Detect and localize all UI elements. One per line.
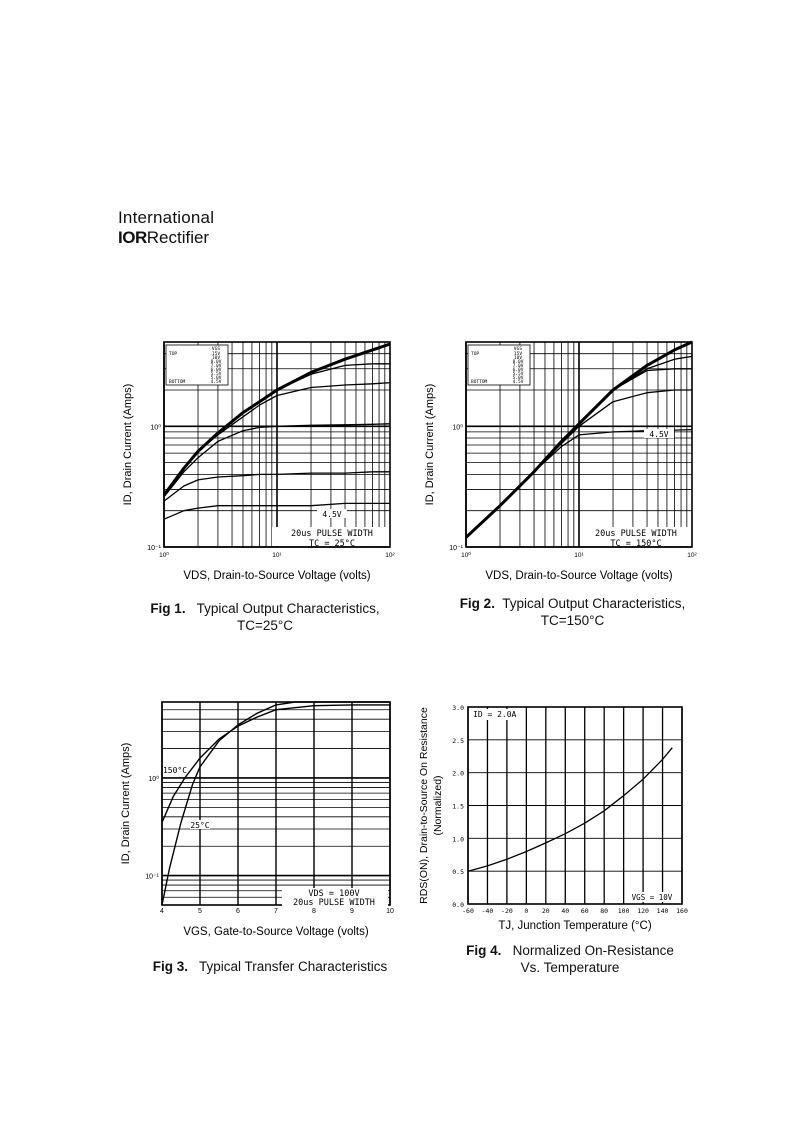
- fig4-caption: [455, 942, 685, 976]
- fig3-annotation: 20us PULSE WIDTH: [293, 898, 375, 908]
- fig4-x-tick-label: 20: [541, 907, 550, 915]
- fig3-x-tick-label: 9: [350, 908, 354, 915]
- fig1-caption: [140, 600, 390, 634]
- fig2-x-axis-label: VDS, Drain-to-Source Voltage (volts): [485, 570, 673, 582]
- fig1-caption-text: Typical Output Characteristics,: [196, 601, 380, 616]
- fig3-y-axis-label: ID, Drain Current (Amps): [120, 742, 132, 865]
- fig3-annotation: 25°C: [190, 821, 210, 830]
- fig1-x-tick-label: 10⁰: [159, 552, 169, 559]
- fig1-annotation: 4.5V: [322, 510, 342, 519]
- fig2-legend-entry: 6.0V: [512, 368, 524, 373]
- fig4-annotation: VGS = 10V: [631, 893, 673, 902]
- fig4-y-tick-label: 0.0: [452, 901, 464, 909]
- fig4-x-tick-label: -40: [481, 907, 494, 915]
- fig3-chart: [110, 690, 400, 950]
- fig4-y-tick-label: 3.0: [452, 704, 464, 712]
- fig3-annotation: VDS = 100V: [308, 889, 360, 899]
- fig1-legend-entry: 6.0V: [210, 368, 222, 373]
- fig1-x-axis-label: VDS, Drain-to-Source Voltage (volts): [183, 570, 371, 582]
- fig4-y-tick-label: 1.0: [452, 835, 464, 844]
- fig2-chart: [412, 330, 702, 590]
- fig3-caption: [140, 958, 400, 975]
- fig2-legend-entry: 15V: [513, 352, 523, 357]
- fig4-x-axis-label: TJ, Junction Temperature (°C): [498, 920, 652, 932]
- fig2-legend-bottom: BOTTOM: [471, 380, 488, 385]
- fig1-legend-entry: 15V: [211, 352, 221, 357]
- fig2-annotation: 4.5V: [649, 430, 669, 439]
- fig3-caption-text: Typical Transfer Characteristics: [198, 959, 388, 974]
- fig4-y-tick-label: 2.0: [452, 769, 464, 778]
- fig2-legend-entry: 8.0V: [512, 360, 524, 365]
- fig2-caption: [450, 595, 695, 629]
- fig1-x-tick-label: 10¹: [272, 552, 282, 559]
- fig2-legend-entry: 7.0V: [512, 364, 524, 369]
- fig4-y-axis-label: RDS(ON), Drain-to-Source On Resistance: [418, 707, 430, 904]
- fig1-annotation: 20us PULSE WIDTH: [291, 529, 373, 539]
- fig1-y-tick-label: 10⁻¹: [147, 545, 161, 552]
- fig3-x-tick-label: 7: [274, 908, 278, 915]
- fig1-legend-entry: 4.5V: [210, 380, 222, 385]
- brand-line1: International: [118, 208, 215, 227]
- fig1-annotation: TC = 25°C: [308, 539, 356, 549]
- fig2-annotation: 20us PULSE WIDTH: [595, 529, 677, 539]
- fig4-x-tick-label: -60: [462, 907, 474, 915]
- fig3-caption-label: Fig 3.: [152, 959, 188, 974]
- fig4-y-axis-label-unit: (Normalized): [432, 775, 444, 836]
- fig2-y-tick-label: 10⁻¹: [449, 545, 463, 552]
- fig3-y-tick-label: 10⁻¹: [145, 873, 159, 881]
- fig1-legend-top: TOP: [169, 352, 178, 357]
- fig4-y-tick-label: 2.5: [452, 736, 464, 745]
- fig2-x-tick-label: 10⁰: [461, 552, 471, 559]
- fig1-legend-title: VGS: [211, 347, 221, 352]
- fig1-legend-entry: 5.0V: [210, 376, 222, 381]
- fig1-legend-entry: 8.0V: [210, 360, 222, 365]
- fig4-x-tick-label: 0: [524, 907, 529, 915]
- fig3-x-tick-label: 10: [386, 908, 394, 915]
- fig4-chart: [408, 690, 698, 940]
- fig1-legend-entry: 7.0V: [210, 364, 222, 369]
- fig4-x-tick-label: 120: [637, 907, 649, 915]
- fig3-annotation: 150°C: [162, 766, 188, 775]
- fig4-x-tick-label: 60: [580, 907, 589, 915]
- fig2-legend-entry: 5.5V: [512, 372, 524, 377]
- fig3-y-tick-label: 10⁰: [148, 775, 159, 783]
- fig2-x-tick-label: 10²: [687, 552, 697, 559]
- fig1-legend-entry: 5.5V: [210, 372, 222, 377]
- fig3-x-tick-label: 6: [236, 908, 240, 915]
- fig4-caption-label: Fig 4.: [466, 943, 502, 958]
- fig2-caption-sub: TC=150°C: [540, 613, 605, 628]
- fig2-y-tick-label: 10⁰: [452, 424, 463, 432]
- fig2-legend-top: TOP: [471, 352, 480, 357]
- fig4-x-tick-label: 40: [561, 907, 570, 915]
- fig2-legend-title: VGS: [513, 347, 523, 352]
- fig1-legend-bottom: BOTTOM: [169, 380, 186, 385]
- fig2-legend-entry: 5.0V: [512, 376, 524, 381]
- fig4-y-tick-label: 1.5: [452, 802, 464, 811]
- fig1-caption-label: Fig 1.: [150, 601, 186, 616]
- fig4-x-tick-label: 140: [656, 907, 669, 915]
- fig4-caption-text: Normalized On-Resistance: [512, 943, 674, 958]
- fig2-x-tick-label: 10¹: [574, 552, 584, 559]
- fig3-x-tick-label: 5: [198, 908, 202, 915]
- fig2-legend-entry: 4.5V: [512, 380, 524, 385]
- fig4-y-tick-label: 0.5: [452, 868, 464, 877]
- brand-line2: Rectifier: [146, 228, 210, 247]
- fig2-caption-label: Fig 2.: [459, 596, 495, 611]
- fig4-caption-sub: Vs. Temperature: [520, 960, 620, 975]
- fig1-chart: [110, 330, 400, 590]
- fig4-annotation: ID = 2.0A: [473, 710, 517, 719]
- fig2-annotation: TC = 150°C: [610, 539, 662, 549]
- fig2-legend-entry: 10V: [513, 356, 523, 361]
- company-logo: [118, 208, 258, 248]
- fig1-x-tick-label: 10²: [385, 552, 395, 559]
- fig4-x-tick-label: 160: [676, 907, 688, 915]
- fig1-y-axis-label: ID, Drain Current (Amps): [122, 383, 134, 506]
- fig4-x-tick-label: 80: [600, 907, 609, 915]
- fig1-caption-sub: TC=25°C: [236, 618, 294, 633]
- fig4-x-tick-label: -20: [501, 907, 513, 915]
- brand-ior: IOR: [118, 228, 147, 247]
- fig4-x-tick-label: 100: [617, 907, 630, 915]
- fig3-x-tick-label: 4: [160, 908, 164, 915]
- fig3-x-axis-label: VGS, Gate-to-Source Voltage (volts): [183, 926, 369, 938]
- fig2-caption-text: Typical Output Characteristics,: [502, 596, 686, 611]
- fig2-y-axis-label: ID, Drain Current (Amps): [424, 383, 436, 506]
- fig1-legend-entry: 10V: [211, 356, 221, 361]
- fig1-y-tick-label: 10⁰: [150, 424, 161, 432]
- fig3-x-tick-label: 8: [312, 908, 316, 915]
